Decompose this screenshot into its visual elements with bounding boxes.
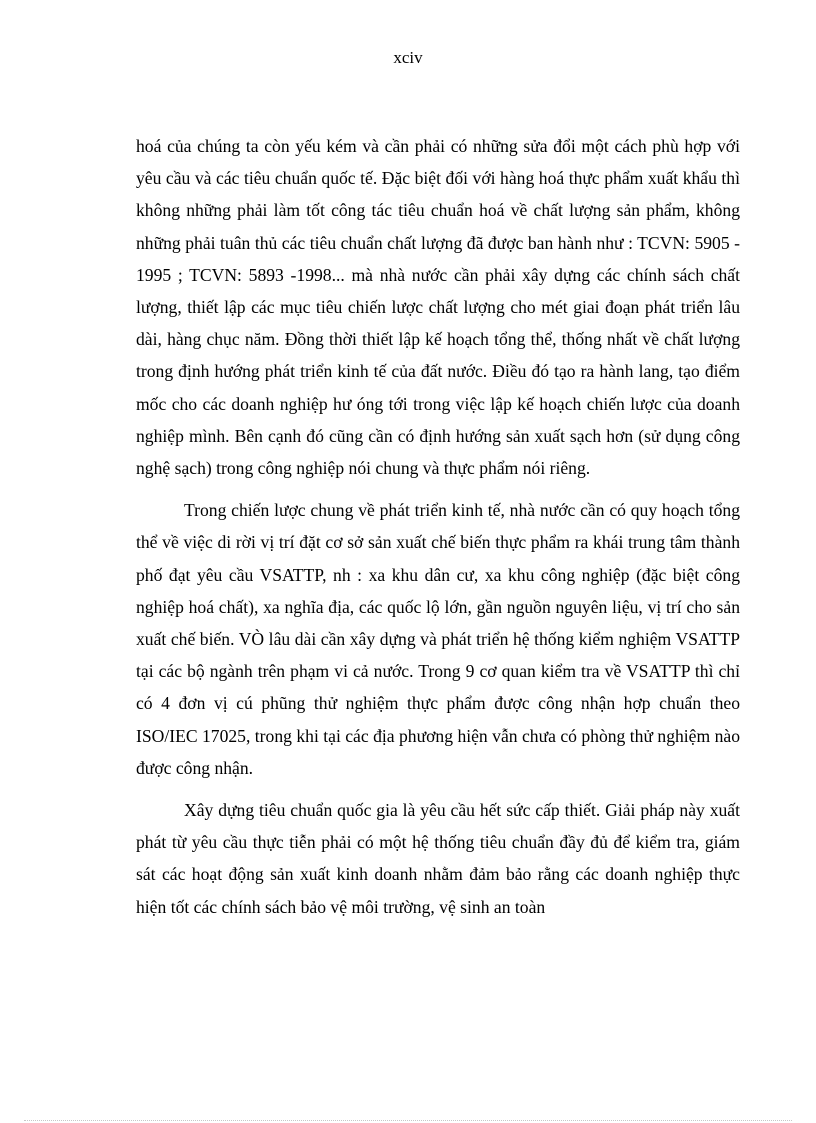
page-number: xciv <box>393 48 423 67</box>
paragraph-standards: Xây dựng tiêu chuẩn quốc gia là yêu cầu hết sức cấp thiết. Giải pháp này xuất phát từ yêu cầu thực tiễn phải có một hệ thống tiêu chuẩn đầy đủ để kiểm tra, giám sát các hoạt động sản xuất kinh doanh nhằm đảm bảo rằng các doanh nghiệp thực hiện tốt các chính sách bảo vệ môi trường, vệ sinh an toàn <box>136 800 740 917</box>
body-text <box>136 130 740 933</box>
paragraph-planning: Trong chiến lược chung về phát triển kinh tế, nhà nước cần có quy hoạch tổng thể về việc di rời vị trí đặt cơ sở sản xuất chế biến thực phẩm ra khái trung tâm thành phố đạt yêu cầu VSATTP, nh : xa khu dân cư, xa khu công nghiệp (đặc biệt công nghiệp hoá chất), xa nghĩa địa, các quốc lộ lớn, gần nguồn nguyên liệu, vị trí cho sản xuất chế biến. VÒ lâu dài cần xây dựng và phát triển hệ thống kiểm nghiệm VSATTP tại các bộ ngành trên phạm vi cả nước. Trong 9 cơ quan kiểm tra về VSATTP thì chỉ có 4 đơn vị cú phũng thử nghiệm thực phẩm được công nhận hợp chuẩn theo ISO/IEC 17025, trong khi tại các địa phương hiện vẫn chưa có phòng thử nghiệm nào được công nhận. <box>136 500 740 778</box>
paragraph-continuation: hoá của chúng ta còn yếu kém và cần phải có những sửa đổi một cách phù hợp với yêu cầu và các tiêu chuẩn quốc tế. Đặc biệt đối với hàng hoá thực phẩm xuất khẩu thì không những phải làm tốt công tác tiêu chuẩn hoá về chất lượng sản phẩm, không những phải tuân thủ các tiêu chuẩn chất lượng đã được ban hành như : TCVN: 5905 - 1995 ; TCVN: 5893 -1998... mà nhà nước cần phải xây dựng các chính sách chất lượng, thiết lập các mục tiêu chiến lược chất lượng cho mét giai đoạn phát triển lâu dài, hàng chục năm. Đồng thời thiết lập kế hoạch tổng thể, thống nhất về chất lượng trong định hướng phát triển kinh tế của đất nước. Điều đó tạo ra hành lang, tạo điểm mốc cho các doanh nghiệp hư óng tới trong việc lập kế hoạch chiến lược của doanh nghiệp mình. Bên cạnh đó cũng cần có định hướng sản xuất sạch hơn (sử dụng công nghệ sạch) trong công nghiệp nói chung và thực phẩm nói riêng. <box>136 136 740 479</box>
page-bottom-divider <box>24 1120 792 1121</box>
